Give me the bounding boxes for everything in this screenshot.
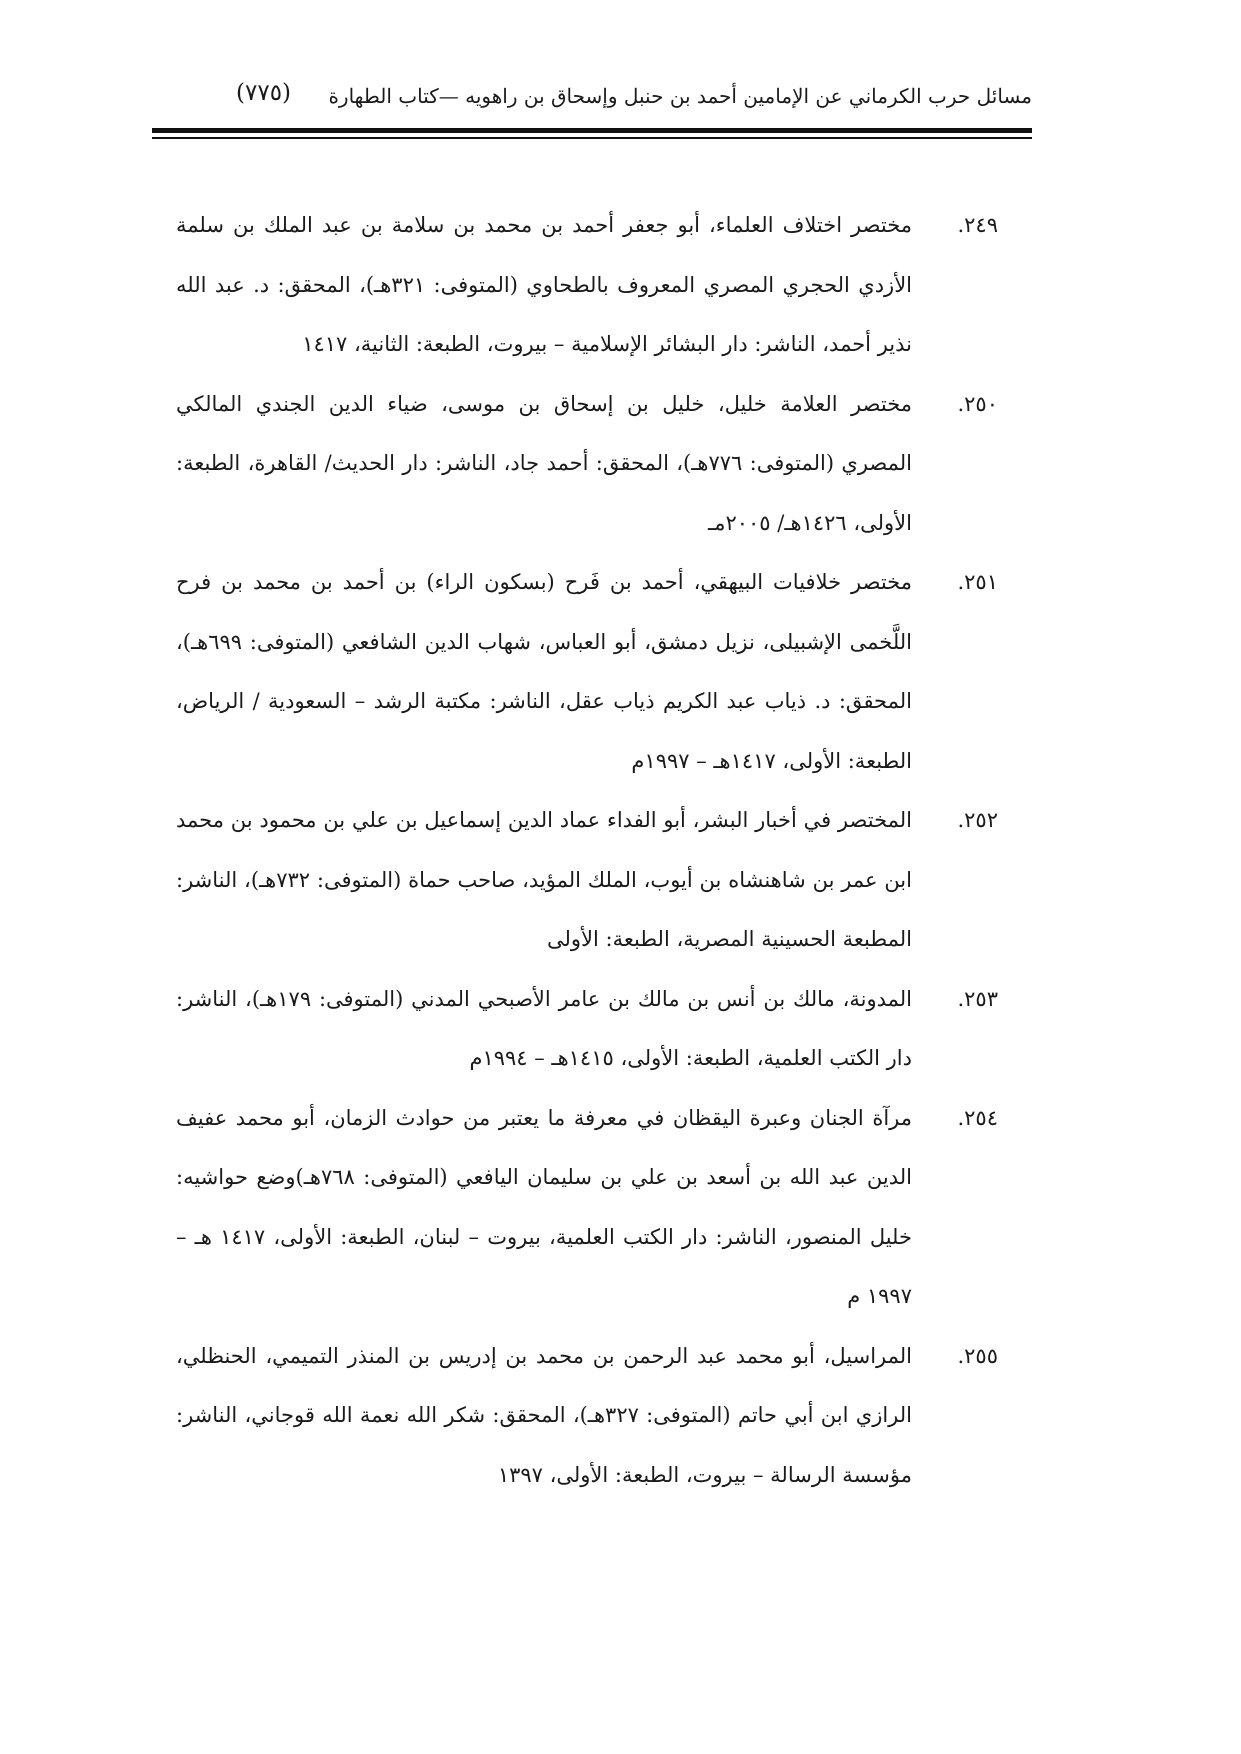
- entry-number: ٢٥١.: [957, 570, 998, 594]
- page-number: (٧٧٥): [236, 80, 292, 106]
- entry-text: المدونة، مالك بن أنس بن مالك بن عامر الأصبحي المدني (المتوفى: ١٧٩هـ)، الناشر: دار الكتب العلمية، الطبعة: الأولى، ١٤١٥هـ – ١٩٩٤م: [176, 986, 912, 1070]
- references-list: [176, 196, 998, 1505]
- entry-text: المختصر في أخبار البشر، أبو الفداء عماد الدين إسماعيل بن علي بن محمود بن محمد ابن عمر بن شاهنشاه بن أيوب، الملك المؤيد، صاحب حماة (المتوفى: ٧٣٢هـ)، الناشر: المطبعة الحسينية المصرية، الطبعة: الأولى: [176, 808, 912, 951]
- entry-text: مختصر اختلاف العلماء، أبو جعفر أحمد بن محمد بن سلامة بن عبد الملك بن سلمة الأزدي الحجري المصري المعروف بالطحاوي (المتوفى: ٣٢١هـ)، المحقق: د. عبد الله نذير أحمد، الناشر: دار البشائر الإسلامية – بيروت، الطبعة: الثانية، ١٤١٧: [176, 213, 913, 356]
- reference-entry-251: [176, 553, 998, 791]
- entry-number: ٢٥٣.: [957, 986, 998, 1011]
- reference-entry-250: [176, 375, 998, 554]
- entry-number: ٢٤٩.: [957, 213, 998, 237]
- header-title: مسائل حرب الكرماني عن الإمامين أحمد بن حنبل وإسحاق بن راهويه —كتاب الطهارة: [328, 84, 1032, 108]
- reference-entry-249: [176, 196, 998, 375]
- entry-text: مختصر خلافيات البيهقي، أحمد بن فَرح (بسكون الراء) بن أحمد بن محمد بن فرح اللَّخمى الإشبيلى، نزيل دمشق، أبو العباس، شهاب الدين الشافعي (المتوفى: ٦٩٩هـ)، المحقق: د. ذياب عبد الكريم ذياب عقل، الناشر: مكتبة الرشد – السعودية / الرياض، الطبعة: الأولى، ١٤١٧هـ – ١٩٩٧م: [176, 570, 912, 773]
- reference-entry-254: [176, 1089, 998, 1327]
- entry-text: مرآة الجنان وعبرة اليقظان في معرفة ما يعتبر من حوادث الزمان، أبو محمد عفيف الدين عبد الله بن أسعد بن علي بن سليمان اليافعي (المتوفى: ٧٦٨هـ)وضع حواشيه: خليل المنصور، الناشر: دار الكتب العلمية، بيروت – لبنان، الطبعة: الأولى، ١٤١٧ هـ – ١٩٩٧ م: [176, 1105, 912, 1308]
- header-rule-thin: [152, 137, 1032, 139]
- entry-number: ٢٥٤.: [957, 1105, 998, 1130]
- page-header: [152, 78, 1032, 118]
- entry-text: المراسيل، أبو محمد عبد الرحمن بن محمد بن إدريس بن المنذر التميمي، الحنظلي، الرازي ابن أبي حاتم (المتوفى: ٣٢٧هـ)، المحقق: شكر الله نعمة الله قوجاني، الناشر: مؤسسة الرسالة – بيروت، الطبعة: الأولى، ١٣٩٧: [176, 1343, 912, 1487]
- reference-entry-253: [176, 970, 998, 1089]
- entry-text: مختصر العلامة خليل، خليل بن إسحاق بن موسى، ضياء الدين الجندي المالكي المصري (المتوفى: ٧٧٦هـ)، المحقق: أحمد جاد، الناشر: دار الحديث/ القاهرة، الطبعة: الأولى، ١٤٢٦هـ/ ٢٠٠٥مـ: [176, 391, 913, 535]
- header-rule-thick: [152, 128, 1032, 133]
- entry-number: ٢٥٢.: [957, 808, 998, 832]
- entry-number: ٢٥٠.: [957, 391, 998, 416]
- reference-entry-255: [176, 1327, 998, 1506]
- reference-entry-252: [176, 791, 998, 970]
- entry-number: ٢٥٥.: [957, 1343, 998, 1368]
